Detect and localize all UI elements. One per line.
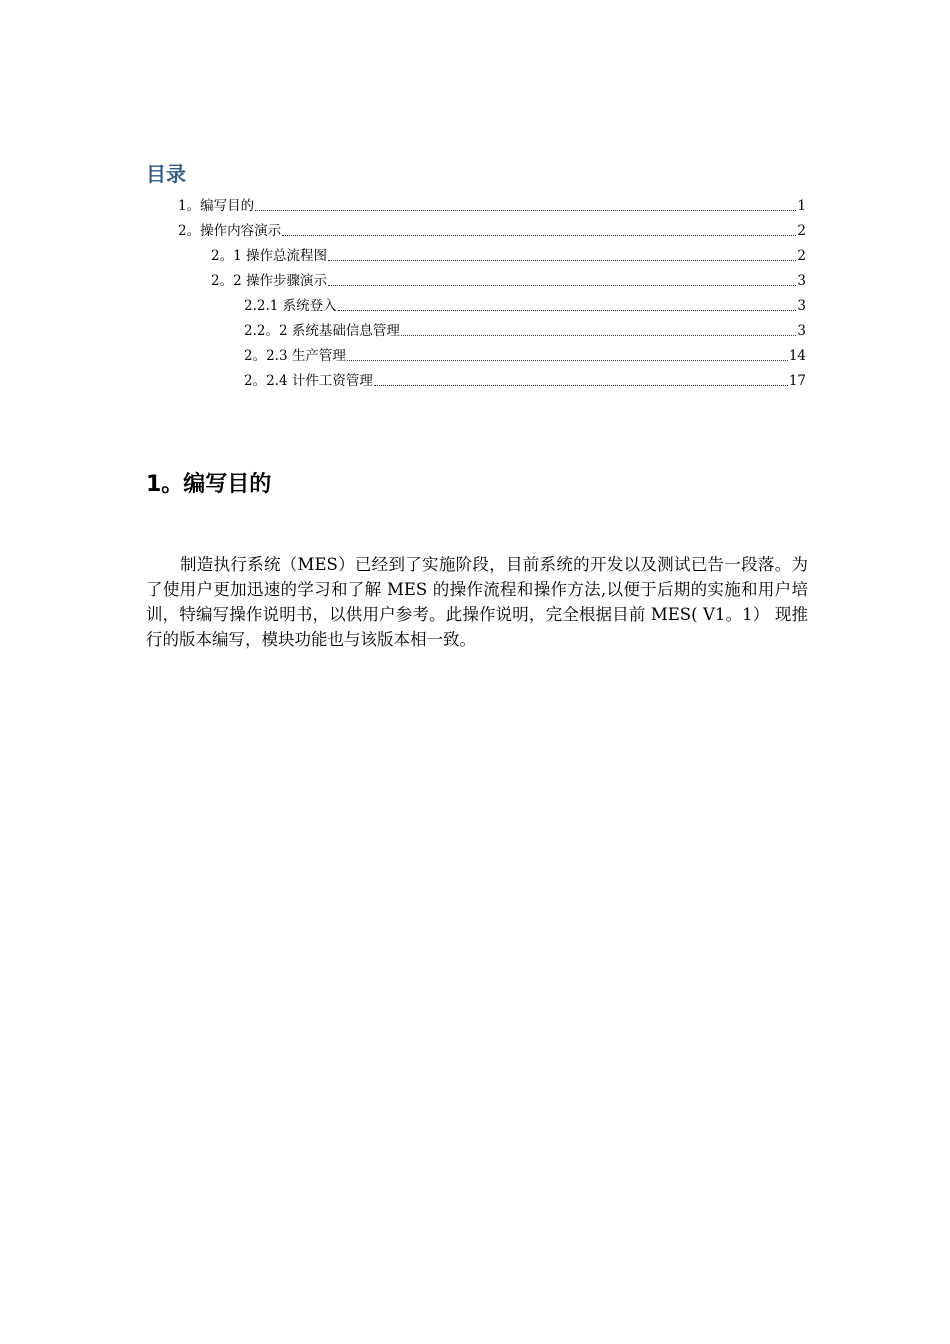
toc-entry-page: 2	[797, 248, 806, 264]
toc-entry-basic-info-management[interactable]	[244, 315, 806, 340]
toc-title: 目录	[146, 162, 186, 186]
toc-entry-system-login[interactable]	[244, 290, 806, 315]
toc-entry-text: 2。2.3 生产管理	[244, 348, 346, 364]
toc-entry-text: 1。编写目的	[178, 198, 255, 214]
toc-entry-page: 2	[797, 223, 806, 239]
toc-entry-page: 3	[797, 298, 806, 314]
toc-dot-leader	[374, 384, 788, 386]
toc-entry-operation-demo[interactable]	[178, 215, 806, 240]
toc-entry-text: 2.2。2 系统基础信息管理	[244, 323, 400, 339]
toc-dot-leader	[255, 209, 796, 211]
section-heading: 1。编写目的	[146, 472, 272, 497]
toc-entry-page: 14	[788, 348, 806, 364]
toc-entry-text: 2。2 操作步骤演示	[211, 273, 327, 289]
toc-entry-page: 3	[797, 273, 806, 289]
toc-entry-text: 2.2.1 系统登入	[244, 298, 337, 314]
toc-entry-step-demo[interactable]	[211, 265, 806, 290]
toc-dot-leader	[328, 259, 796, 261]
toc-entry-page: 3	[797, 323, 806, 339]
toc-entry-writing-purpose[interactable]	[178, 190, 806, 215]
toc-dot-leader	[338, 309, 797, 311]
body-paragraph: 制造执行系统（MES）已经到了实施阶段，目前系统的开发以及测试已告一段落。为了使用户更加迅速的学习和了解 MES 的操作流程和操作方法,以便于后期的实施和用户培训，特编写操作说明书，以供用户参考。此操作说明，完全根据目前 MES( V1。1） 现推行的版本编写，模块功能也与该版本相一致。	[146, 555, 808, 649]
toc-entry-text: 2。1 操作总流程图	[211, 248, 327, 264]
toc-entry-page: 1	[797, 198, 806, 214]
toc-entry-text: 2。2.4 计件工资管理	[244, 373, 373, 389]
toc-dot-leader	[328, 284, 796, 286]
toc-entry-text: 2。操作内容演示	[178, 223, 282, 239]
toc-dot-leader	[401, 334, 797, 336]
toc-entry-production-management[interactable]	[244, 340, 806, 365]
toc-entry-piecework-wage-management[interactable]	[244, 365, 806, 390]
toc-dot-leader	[347, 359, 788, 361]
toc-dot-leader	[282, 234, 796, 236]
toc-entry-overall-flowchart[interactable]	[211, 240, 806, 265]
toc-entry-page: 17	[788, 373, 806, 389]
